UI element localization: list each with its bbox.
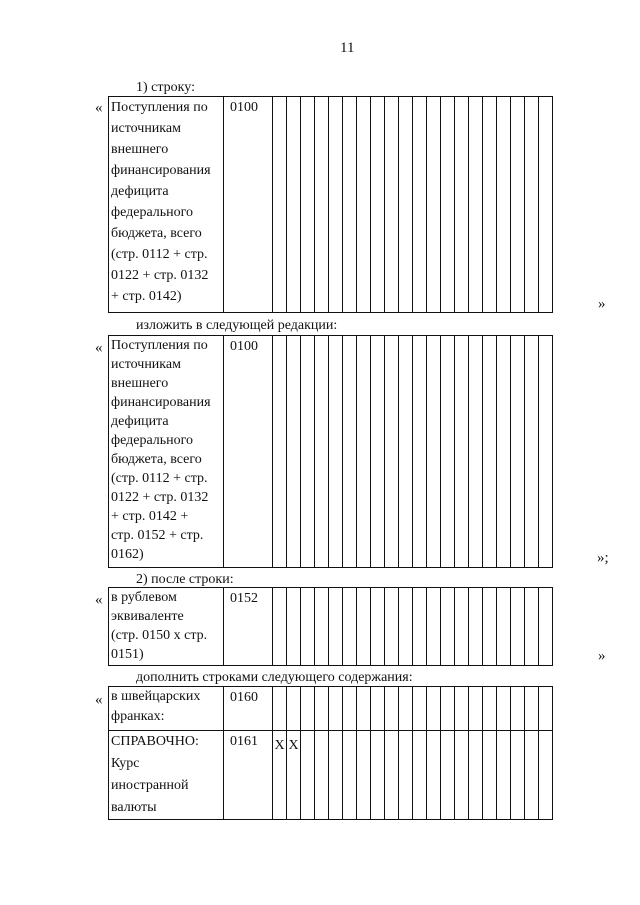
table-row	[109, 731, 553, 820]
value-cell	[329, 588, 343, 666]
value-cell	[287, 687, 301, 731]
value-cell	[413, 687, 427, 731]
value-cell	[455, 731, 469, 820]
value-cell	[455, 336, 469, 568]
value-cell	[539, 336, 553, 568]
label-line: 0122 + стр. 0132	[111, 490, 209, 505]
value-cell: X	[287, 731, 301, 820]
value-cell	[511, 731, 525, 820]
value-cell	[315, 687, 329, 731]
label-lines	[111, 97, 223, 307]
value-cell	[343, 731, 357, 820]
value-cell	[343, 588, 357, 666]
value-cell	[399, 731, 413, 820]
label-line: в рублевом	[111, 590, 177, 605]
value-cell	[469, 588, 483, 666]
value-cell	[315, 97, 329, 313]
label-line: внешнего	[111, 376, 169, 391]
value-cell	[497, 97, 511, 313]
value-cell	[511, 687, 525, 731]
label-line: источникам	[111, 357, 181, 372]
item1-close-quote: »	[598, 296, 606, 312]
row-label	[109, 588, 224, 666]
label-lines	[111, 588, 223, 664]
value-cell	[399, 97, 413, 313]
value-cell	[455, 687, 469, 731]
table-row	[109, 336, 553, 568]
value-cell	[315, 336, 329, 568]
value-cell	[539, 687, 553, 731]
value-cell	[413, 588, 427, 666]
value-cell	[511, 97, 525, 313]
label-line: бюджета, всего	[111, 226, 202, 241]
item2-intro: 2) после строки:	[136, 572, 234, 587]
value-cell	[385, 731, 399, 820]
value-cell	[469, 687, 483, 731]
value-cell	[329, 336, 343, 568]
value-cell	[497, 588, 511, 666]
value-cell	[301, 588, 315, 666]
value-cell	[301, 97, 315, 313]
value-cell	[427, 588, 441, 666]
label-line: бюджета, всего	[111, 452, 202, 467]
value-cell	[427, 687, 441, 731]
value-cell	[441, 731, 455, 820]
item2-open-quote: «	[95, 592, 103, 608]
value-cell	[483, 731, 497, 820]
value-cell	[343, 336, 357, 568]
label-line: СПРАВОЧНО:	[111, 734, 199, 749]
item2-close-quote: »	[598, 648, 606, 664]
value-cell	[511, 588, 525, 666]
value-cell	[301, 731, 315, 820]
value-cell	[273, 97, 287, 313]
table-row	[109, 687, 553, 731]
label-line: внешнего	[111, 142, 169, 157]
add-table	[108, 686, 553, 820]
value-cell: X	[273, 731, 287, 820]
value-cell	[273, 687, 287, 731]
value-cell	[469, 731, 483, 820]
label-line: (стр. 0150 х стр.	[111, 628, 208, 643]
value-cell	[329, 731, 343, 820]
label-line: + стр. 0142 +	[111, 509, 189, 524]
row-code: 0100	[224, 97, 273, 313]
value-cell	[385, 336, 399, 568]
label-lines	[111, 731, 223, 819]
value-cell	[385, 97, 399, 313]
item2-table	[108, 587, 553, 666]
value-cell	[525, 97, 539, 313]
value-cell	[413, 336, 427, 568]
label-line: 0122 + стр. 0132	[111, 268, 209, 283]
value-cell	[483, 687, 497, 731]
value-cell	[399, 336, 413, 568]
value-cell	[399, 588, 413, 666]
value-cell	[371, 336, 385, 568]
value-cell	[385, 687, 399, 731]
value-cell	[287, 97, 301, 313]
value-cell	[497, 687, 511, 731]
value-cell	[441, 687, 455, 731]
row-label	[109, 731, 224, 820]
value-cell	[525, 588, 539, 666]
add-intro: дополнить строками следующего содержания:	[136, 670, 413, 685]
label-line: источникам	[111, 121, 181, 136]
value-cell	[315, 731, 329, 820]
value-cell	[455, 97, 469, 313]
label-line: финансирования	[111, 163, 211, 178]
value-cell	[315, 588, 329, 666]
label-line: в швейцарских	[111, 689, 201, 704]
value-cell	[497, 336, 511, 568]
value-cell	[441, 588, 455, 666]
value-cell	[357, 588, 371, 666]
value-cell	[441, 336, 455, 568]
label-line: федерального	[111, 433, 194, 448]
value-cell	[483, 97, 497, 313]
label-line: Курс	[111, 756, 140, 771]
value-cell	[413, 731, 427, 820]
value-cell	[371, 687, 385, 731]
value-cell	[539, 731, 553, 820]
value-cell	[357, 97, 371, 313]
replace-close-quote: »;	[597, 550, 609, 566]
value-cell	[525, 336, 539, 568]
row-code: 0152	[224, 588, 273, 666]
value-cell	[287, 336, 301, 568]
label-lines	[111, 336, 223, 564]
label-lines	[111, 687, 223, 727]
label-line: дефицита	[111, 414, 169, 429]
value-cell	[427, 731, 441, 820]
value-cell	[273, 336, 287, 568]
value-cell	[301, 336, 315, 568]
label-line: эквиваленте	[111, 609, 184, 624]
table-row	[109, 97, 553, 313]
value-cell	[497, 731, 511, 820]
item1-table	[108, 96, 553, 313]
value-cell	[455, 588, 469, 666]
value-cell	[441, 97, 455, 313]
label-line: Поступления по	[111, 100, 208, 115]
value-cell	[329, 97, 343, 313]
label-line: дефицита	[111, 184, 169, 199]
label-line: 0162)	[111, 547, 144, 562]
label-line: франках:	[111, 709, 165, 724]
value-cell	[469, 97, 483, 313]
value-cell	[287, 588, 301, 666]
value-cell	[273, 588, 287, 666]
label-line: + стр. 0142)	[111, 289, 182, 304]
row-code: 0160	[224, 687, 273, 731]
value-cell	[539, 97, 553, 313]
row-label	[109, 336, 224, 568]
value-cell	[343, 687, 357, 731]
value-cell	[525, 731, 539, 820]
value-cell	[371, 97, 385, 313]
label-line: (стр. 0112 + стр.	[111, 247, 208, 262]
row-code: 0100	[224, 336, 273, 568]
add-open-quote: «	[95, 692, 103, 708]
value-cell	[427, 336, 441, 568]
value-cell	[525, 687, 539, 731]
replace-intro: изложить в следующей редакции:	[136, 318, 338, 333]
label-line: финансирования	[111, 395, 211, 410]
value-cell	[511, 336, 525, 568]
value-cell	[329, 687, 343, 731]
value-cell	[399, 687, 413, 731]
label-line: (стр. 0112 + стр.	[111, 471, 208, 486]
page-number: 11	[340, 40, 355, 56]
replace-open-quote: «	[95, 340, 103, 356]
label-line: федерального	[111, 205, 194, 220]
value-cell	[413, 97, 427, 313]
label-line: иностранной	[111, 778, 189, 793]
value-cell	[357, 731, 371, 820]
label-line: валюты	[111, 800, 157, 815]
value-cell	[483, 588, 497, 666]
item1-open-quote: «	[95, 100, 103, 116]
label-line: Поступления по	[111, 338, 208, 353]
label-line: стр. 0152 + стр.	[111, 528, 204, 543]
label-line: 0151)	[111, 647, 144, 662]
row-code: 0161	[224, 731, 273, 820]
value-cell	[427, 97, 441, 313]
replace-table	[108, 335, 553, 568]
value-cell	[371, 731, 385, 820]
row-label	[109, 97, 224, 313]
value-cell	[301, 687, 315, 731]
value-cell	[357, 336, 371, 568]
value-cell	[343, 97, 357, 313]
value-cell	[385, 588, 399, 666]
value-cell	[469, 336, 483, 568]
row-label	[109, 687, 224, 731]
value-cell	[539, 588, 553, 666]
value-cell	[357, 687, 371, 731]
value-cell	[483, 336, 497, 568]
table-row	[109, 588, 553, 666]
item1-intro: 1) строку:	[136, 80, 195, 95]
value-cell	[371, 588, 385, 666]
